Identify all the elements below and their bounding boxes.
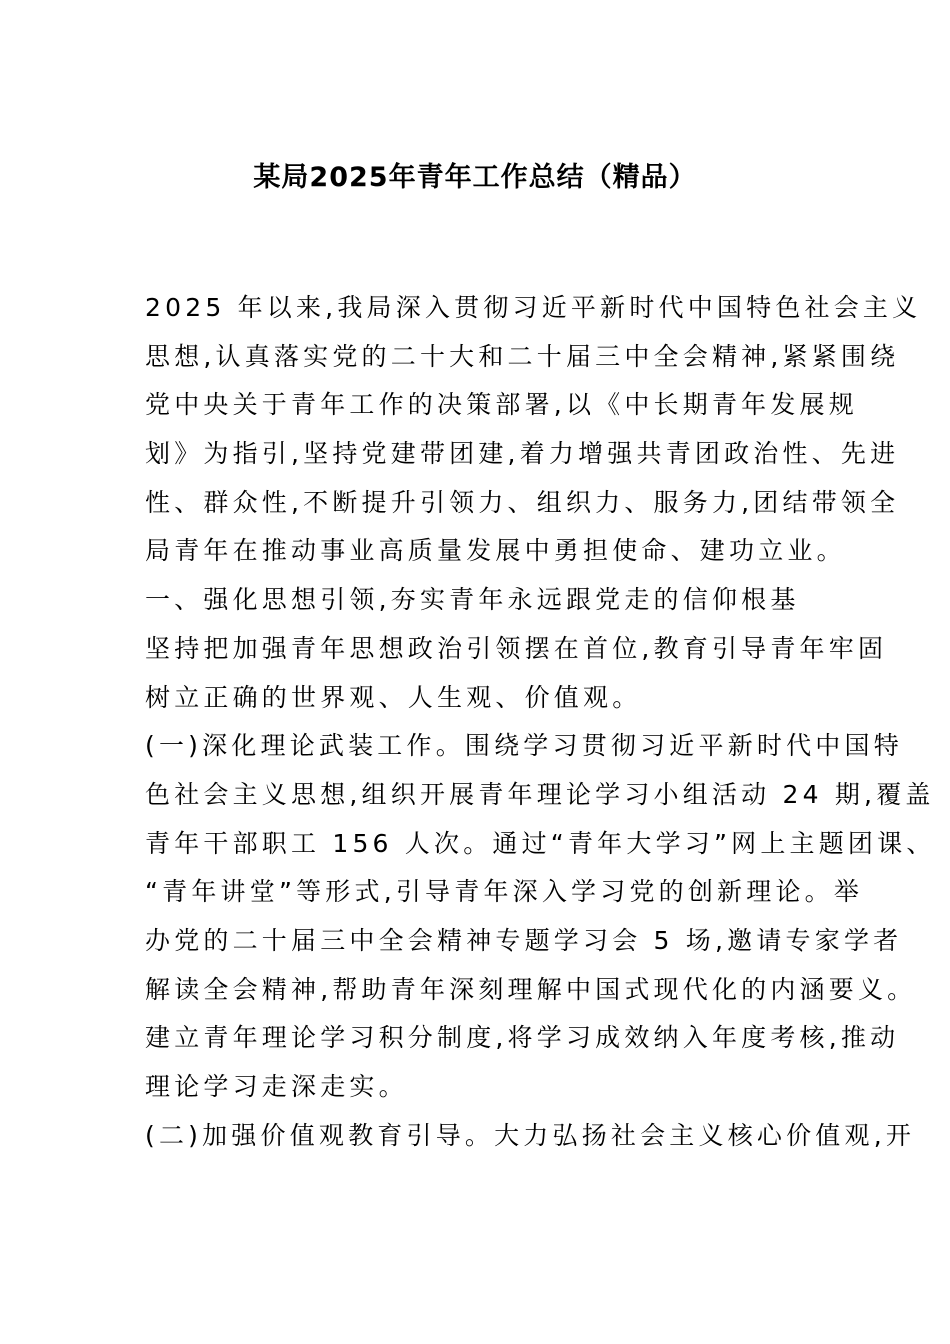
section-1-intro-line: 坚持把加强青年思想政治引领摆在首位,教育引导青年牢固 [145, 633, 888, 663]
section-1-intro-line: 树立正确的世界观、人生观、价值观。 [145, 682, 642, 712]
section-heading-1: 一、强化思想引领,夯实青年永远跟党走的信仰根基 [145, 585, 800, 615]
intro-line: 性、群众性,不断提升引领力、组织力、服务力,团结带领全 [145, 487, 900, 517]
subsection-1-line: 办党的二十届三中全会精神专题学习会 5 场,邀请专家学者 [145, 925, 903, 955]
subsection-1-line: “青年讲堂”等形式,引导青年深入学习党的创新理论。举 [145, 877, 864, 907]
intro-line: 局青年在推动事业高质量发展中勇担使命、建功立业。 [145, 536, 846, 566]
subsection-1-line: 青年干部职工 156 人次。通过“青年大学习”网上主题团课、 [145, 828, 936, 858]
intro-line: 2025 年以来,我局深入贯彻习近平新时代中国特色社会主义 [145, 293, 922, 322]
document-body [145, 284, 936, 1160]
subsection-1-line: 解读全会精神,帮助青年深刻理解中国式现代化的内涵要义。 [145, 974, 917, 1004]
subsection-1-line: (一)深化理论武装工作。围绕学习贯彻习近平新时代中国特 [145, 731, 903, 761]
subsection-1-line: 理论学习走深走实。 [145, 1072, 408, 1101]
subsection-1-line: 色社会主义思想,组织开展青年理论学习小组活动 24 期,覆盖 [145, 779, 935, 809]
subsection-1-line: 建立青年理论学习积分制度,将学习成效纳入年度考核,推动 [145, 1023, 900, 1053]
intro-line: 党中央关于青年工作的决策部署,以《中长期青年发展规 [145, 390, 858, 420]
subsection-2-line: (二)加强价值观教育引导。大力弘扬社会主义核心价值观,开 [145, 1120, 916, 1150]
document-title: 某局2025年青年工作总结（精品） [253, 162, 697, 193]
intro-line: 思想,认真落实党的二十大和二十届三中全会精神,紧紧围绕 [145, 341, 900, 371]
intro-line: 划》为指引,坚持党建带团建,着力增强共青团政治性、先进 [145, 439, 900, 469]
